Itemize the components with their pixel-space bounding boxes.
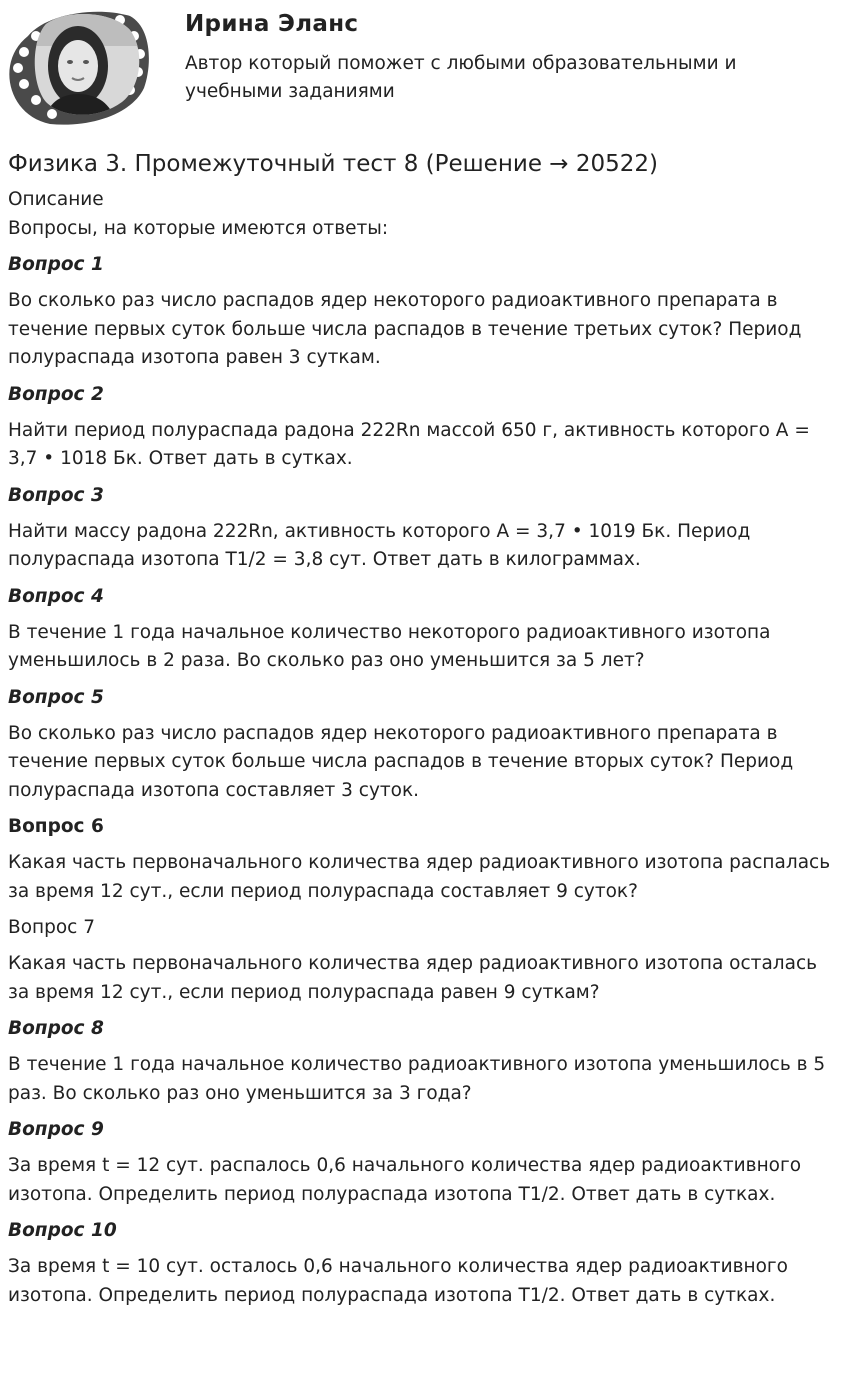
question-heading: Вопрос 10 <box>8 1220 117 1241</box>
question-heading: Вопрос 9 <box>8 1119 104 1140</box>
section-label: Описание <box>8 189 104 210</box>
question-item <box>8 251 842 373</box>
question-item <box>8 583 842 676</box>
question-item <box>8 1217 842 1310</box>
question-text: Какая часть первоначального количества ядер радиоактивного изотопа осталась за время 12 сут., если период полураспада равен 9 суткам? <box>8 953 818 1003</box>
question-text: Какая часть первоначального количества ядер радиоактивного изотопа распалась за время 12 сут., если период полураспада составляет 9 суток? <box>8 852 831 902</box>
question-heading: Вопрос 1 <box>8 254 104 275</box>
question-text: За время t = 10 сут. осталось 0,6 начального количества ядер радиоактивного изотопа. Определить период полураспада изотопа Т1/2. Ответ дать в сутках. <box>8 1256 788 1306</box>
author-avatar <box>6 6 152 128</box>
question-text: В течение 1 года начальное количество некоторого радиоактивного изотопа уменьшилось в 2 раза. Во сколько раз оно уменьшится за 5 лет? <box>8 621 771 671</box>
question-text: Во сколько раз число распадов ядер некоторого радиоактивного препарата в течение первых суток больше числа распадов в течение вторых суток? Период полураспада изотопа составляет 3 суток. <box>8 722 794 801</box>
question-item <box>8 1116 842 1209</box>
question-heading: Вопрос 3 <box>8 484 104 506</box>
question-text: Найти период полураспада радона 222Rn массой 650 г, активность которого А = 3,7 • 1018 Бк. Ответ дать в сутках. <box>8 419 810 469</box>
question-heading: Вопрос 6 <box>8 816 104 837</box>
question-text: Найти массу радона 222Rn, активность которого А = 3,7 • 1019 Бк. Период полураспада изотопа Т1/2 = 3,8 сут. Ответ дать в килограммах. <box>8 520 751 570</box>
question-heading: Вопрос 8 <box>8 1018 104 1039</box>
author-description: Автор который поможет с любыми образовательными и учебными заданиями <box>185 53 737 102</box>
question-item <box>8 1015 842 1108</box>
question-item <box>8 684 842 806</box>
document-body <box>8 147 842 1310</box>
question-heading: Вопрос 5 <box>8 686 104 708</box>
question-item <box>8 914 842 1007</box>
question-text: За время t = 12 сут. распалось 0,6 начального количества ядер радиоактивного изотопа. Определить период полураспада изотопа Т1/2. Ответ дать в сутках. <box>8 1155 802 1205</box>
question-heading: Вопрос 2 <box>8 383 104 405</box>
question-item <box>8 482 842 575</box>
question-text: В течение 1 года начальное количество радиоактивного изотопа уменьшилось в 5 раз. Во сколько раз оно уменьшится за 3 года? <box>8 1054 826 1104</box>
question-heading: Вопрос 4 <box>8 585 104 607</box>
question-text: Во сколько раз число распадов ядер некоторого радиоактивного препарата в течение первых суток больше числа распадов в течение третьих суток? Период полураспада изотопа равен 3 суткам. <box>8 290 802 368</box>
intro-text: Вопросы, на которые имеются ответы: <box>8 218 389 239</box>
question-item <box>8 813 842 906</box>
page-title: Физика 3. Промежуточный тест 8 (Решение → 20522) <box>8 151 658 177</box>
question-item <box>8 381 842 474</box>
question-heading: Вопрос 7 <box>8 917 95 938</box>
author-name: Ирина Эланс <box>185 11 359 37</box>
author-header <box>0 0 847 140</box>
